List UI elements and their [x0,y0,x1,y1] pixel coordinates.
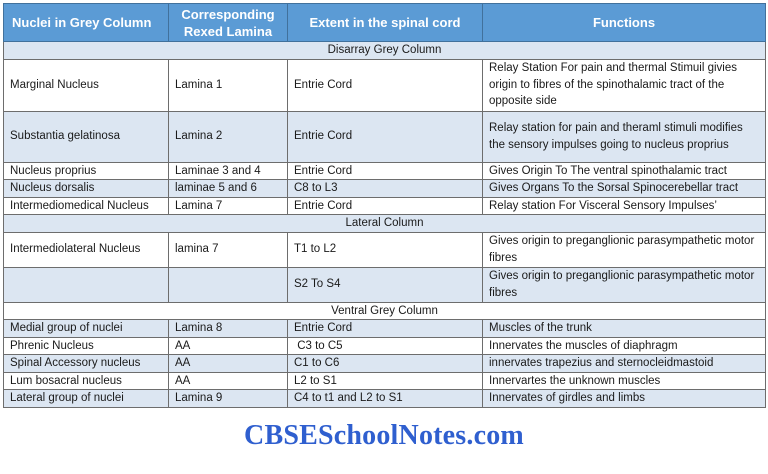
cell-extent: Entrie Cord [288,197,483,215]
cell-extent: C8 to L3 [288,180,483,198]
section-title: Ventral Grey Column [4,302,766,320]
cell-function: Relay station for pain and theraml stimuli modifies the sensory impulses going to nucleus proprius [483,111,766,162]
header-nuclei: Nuclei in Grey Column [4,4,169,42]
cell-lamina: Lamina 1 [169,59,288,111]
section-row-ventral [4,302,766,320]
cell-nucleus: Lum bosacral nucleus [4,372,169,390]
table-row [4,320,766,338]
table-row [4,372,766,390]
header-extent: Extent in the spinal cord [288,4,483,42]
cell-lamina: Lamina 8 [169,320,288,338]
cell-lamina: AA [169,337,288,355]
section-row-disarray [4,42,766,60]
cell-function: Innervartes the unknown muscles [483,372,766,390]
cell-extent: Entrie Cord [288,320,483,338]
header-lamina: Corresponding Rexed Lamina [169,4,288,42]
table-row [4,59,766,111]
section-title: Lateral Column [4,215,766,233]
section-title: Disarray Grey Column [4,42,766,60]
site-watermark: CBSESchoolNotes.com [244,420,524,451]
cell-nucleus: Medial group of nuclei [4,320,169,338]
cell-lamina: Lamina 2 [169,111,288,162]
cell-nucleus: Nucleus proprius [4,162,169,180]
cell-extent: Entrie Cord [288,59,483,111]
table-row [4,355,766,373]
cell-lamina: laminae 5 and 6 [169,180,288,198]
cell-lamina: Lamina 9 [169,390,288,408]
header-functions: Functions [483,4,766,42]
cell-lamina: AA [169,372,288,390]
table-row [4,197,766,215]
cell-lamina [169,267,288,302]
cell-function: Innervates the muscles of diaphragm [483,337,766,355]
cell-nucleus: Spinal Accessory nucleus [4,355,169,373]
cell-function: Gives origin to preganglionic parasympathetic motor fibres [483,267,766,302]
table-row [4,267,766,302]
cell-nucleus: Nucleus dorsalis [4,180,169,198]
cell-nucleus: Substantia gelatinosa [4,111,169,162]
table-row [4,111,766,162]
cell-lamina: AA [169,355,288,373]
cell-nucleus: Lateral group of nuclei [4,390,169,408]
cell-function: Gives Origin To The ventral spinothalamic tract [483,162,766,180]
cell-extent: C3 to C5 [288,337,483,355]
cell-function: Muscles of the trunk [483,320,766,338]
cell-function: Gives origin to preganglionic parasympathetic motor fibres [483,232,766,267]
grey-column-nuclei-table [3,3,766,408]
header-row [4,4,766,42]
cell-function: innervates trapezius and sternocleidmastoid [483,355,766,373]
cell-nucleus [4,267,169,302]
table-row [4,337,766,355]
cell-nucleus: Intermediolateral Nucleus [4,232,169,267]
cell-extent: C4 to t1 and L2 to S1 [288,390,483,408]
cell-extent: T1 to L2 [288,232,483,267]
table-row [4,390,766,408]
cell-nucleus: Phrenic Nucleus [4,337,169,355]
cell-extent: S2 To S4 [288,267,483,302]
cell-function: Relay Station For pain and thermal Stimuil givies origin to fibres of the spinothalamic tract of the opposite side [483,59,766,111]
table-row [4,232,766,267]
cell-extent: C1 to C6 [288,355,483,373]
table-row [4,162,766,180]
cell-extent: Entrie Cord [288,162,483,180]
section-row-lateral [4,215,766,233]
cell-lamina: Lamina 7 [169,197,288,215]
cell-nucleus: Marginal Nucleus [4,59,169,111]
cell-lamina: Laminae 3 and 4 [169,162,288,180]
cell-extent: Entrie Cord [288,111,483,162]
cell-function: Innervates of girdles and limbs [483,390,766,408]
cell-lamina: lamina 7 [169,232,288,267]
cell-extent: L2 to S1 [288,372,483,390]
cell-function: Gives Organs To the Sorsal Spinocerebellar tract [483,180,766,198]
cell-nucleus: Intermediomedical Nucleus [4,197,169,215]
cell-function: Relay station For Visceral Sensory Impulses’ [483,197,766,215]
table-row [4,180,766,198]
